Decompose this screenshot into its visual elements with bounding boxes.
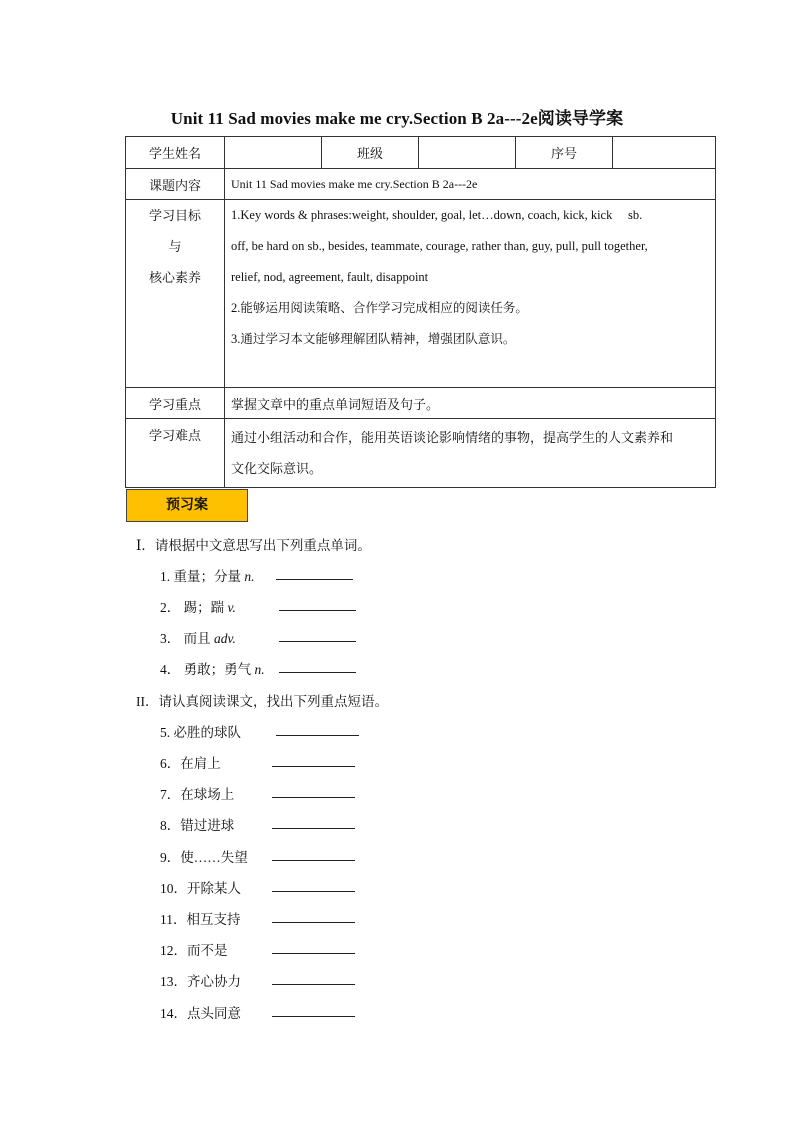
item-number: 2． xyxy=(160,600,181,615)
list-item xyxy=(160,721,241,741)
item-pos: n. xyxy=(244,569,255,584)
answer-blank[interactable] xyxy=(276,735,359,736)
list-item xyxy=(160,596,236,616)
item-text: 点头同意 xyxy=(187,1006,241,1021)
list-item xyxy=(160,846,248,866)
preview-section-label: 预习案 xyxy=(126,489,248,522)
item-text: 使……失望 xyxy=(180,850,248,865)
name-label: 学生姓名 xyxy=(126,137,225,169)
item-number: 12． xyxy=(160,943,187,958)
item-pos: adv. xyxy=(214,631,236,646)
item-text: 在球场上 xyxy=(180,787,235,802)
goals-label-line: 与 xyxy=(168,239,182,254)
item-text: 相互支持 xyxy=(186,912,241,927)
list-item xyxy=(160,970,241,990)
list-item xyxy=(160,939,228,959)
info-table xyxy=(125,136,716,488)
table-row xyxy=(126,419,716,488)
item-text: 开除某人 xyxy=(187,881,241,896)
goals-line: off, be hard on sb., besides, teammate, courage, rather than, guy, pull, pull together, xyxy=(231,239,648,253)
table-row xyxy=(126,388,716,419)
item-number: 4． xyxy=(160,662,181,677)
difficulty-label: 学习难点 xyxy=(126,419,225,488)
item-pos: n. xyxy=(254,662,265,677)
item-text: 踢；踹 xyxy=(183,600,225,615)
answer-blank[interactable] xyxy=(279,610,356,611)
list-item xyxy=(160,752,221,772)
class-label: 班级 xyxy=(322,137,419,169)
item-number: 9． xyxy=(160,850,181,865)
answer-blank[interactable] xyxy=(272,953,355,954)
list-item xyxy=(160,627,236,647)
goals-label-line: 学习目标 xyxy=(148,208,201,223)
answer-blank[interactable] xyxy=(272,797,355,798)
topic-label: 课题内容 xyxy=(126,169,225,200)
difficulty-line: 文化交际意识。 xyxy=(231,461,323,476)
goals-line: 3.通过学习本文能够理解团队精神，增强团队意识。 xyxy=(231,332,516,346)
class-field[interactable] xyxy=(419,137,516,169)
item-number: 7． xyxy=(160,787,181,802)
list-item xyxy=(160,658,265,678)
answer-blank[interactable] xyxy=(276,579,353,580)
item-number: 14． xyxy=(160,1006,187,1021)
answer-blank[interactable] xyxy=(272,984,355,985)
list-item xyxy=(160,565,255,585)
list-item xyxy=(160,1002,241,1022)
item-text: 勇敢；勇气 xyxy=(183,662,252,677)
item-text: 而不是 xyxy=(187,943,228,958)
answer-blank[interactable] xyxy=(272,922,355,923)
answer-blank[interactable] xyxy=(272,766,355,767)
item-number: 11． xyxy=(160,912,187,927)
item-number: 1. xyxy=(160,569,171,584)
item-number: 3． xyxy=(160,631,181,646)
item-text: 而且 xyxy=(183,631,211,646)
list-item xyxy=(160,877,241,897)
item-number: 6． xyxy=(160,756,181,771)
answer-blank[interactable] xyxy=(272,860,355,861)
number-field[interactable] xyxy=(613,137,716,169)
topic-value: Unit 11 Sad movies make me cry.Section B 2a---2e xyxy=(225,169,716,200)
table-row xyxy=(126,200,716,388)
key-points-label: 学习重点 xyxy=(126,388,225,419)
goals-label-line: 核心素养 xyxy=(148,270,201,285)
item-pos: v. xyxy=(227,600,236,615)
item-number: 8． xyxy=(160,818,181,833)
item-text: 重量；分量 xyxy=(173,569,241,584)
goals-content xyxy=(225,200,716,388)
item-number: 10． xyxy=(160,881,187,896)
item-number: 13． xyxy=(160,974,187,989)
table-row xyxy=(126,169,716,200)
goals-label xyxy=(126,200,225,388)
answer-blank[interactable] xyxy=(272,828,355,829)
section1-heading: Ⅰ．请根据中文意思写出下列重点单词。 xyxy=(136,538,371,553)
goals-line: 1.Key words & phrases:weight, shoulder, goal, let…down, coach, kick, kick sb. xyxy=(231,208,643,222)
item-text: 错过进球 xyxy=(180,818,235,833)
answer-blank[interactable] xyxy=(279,672,356,673)
page-title: Unit 11 Sad movies make me cry.Section B 2a---2e阅读导学案 xyxy=(170,109,624,128)
name-field[interactable] xyxy=(225,137,322,169)
goals-line: 2.能够运用阅读策略、合作学习完成相应的阅读任务。 xyxy=(231,301,528,315)
goals-line: relief, nod, agreement, fault, disappoint xyxy=(231,270,429,284)
list-item xyxy=(160,814,234,834)
list-item xyxy=(160,908,241,928)
difficulty-line: 通过小组活动和合作，能用英语谈论影响情绪的事物，提高学生的人文素养和 xyxy=(231,430,674,445)
item-text: 必胜的球队 xyxy=(173,725,241,740)
table-row xyxy=(126,137,716,169)
section2-heading: II．请认真阅读课文，找出下列重点短语。 xyxy=(136,694,388,709)
item-text: 在肩上 xyxy=(180,756,221,771)
key-points-value: 掌握文章中的重点单词短语及句子。 xyxy=(225,388,716,419)
number-label: 序号 xyxy=(516,137,613,169)
answer-blank[interactable] xyxy=(272,891,355,892)
list-item xyxy=(160,783,234,803)
difficulty-content xyxy=(225,419,716,488)
item-number: 5. xyxy=(160,725,171,740)
answer-blank[interactable] xyxy=(272,1016,355,1017)
answer-blank[interactable] xyxy=(279,641,356,642)
item-text: 齐心协力 xyxy=(187,974,241,989)
